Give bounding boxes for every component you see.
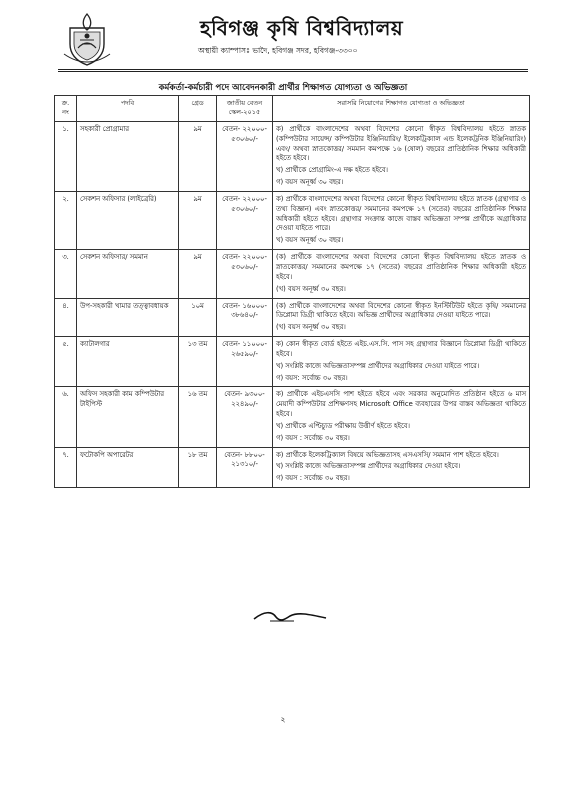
requirement-item: (খ) বয়স অনূর্ধ্ব ৩০ বছর। [276, 284, 346, 293]
row-post: সহকারী প্রোগ্রামার [77, 121, 179, 191]
row-requirements [273, 191, 530, 249]
row-serial: ৪. [55, 298, 77, 337]
row-pay-scale: বেতন- ২২০০০- ৫৩০৬০/- [217, 121, 273, 191]
university-name: হবিগঞ্জ কৃষি বিশ্ববিদ্যালয় [200, 16, 404, 40]
requirement-item: গ) বয়স : সর্বোচ্চ ৩০ বছর। [276, 433, 350, 442]
row-serial: ৫. [55, 337, 77, 387]
row-requirements [273, 121, 530, 191]
requirement-item: (ক) প্রার্থীকে বাংলাদেশের অথবা বিদেশের কোনো স্বীকৃত ইনস্টিটিউট হইতে কৃষি/ সমমানের ডিপ্লোমা ডিগ্রী থাকিতে হইবে। অভিজ্ঞ প্রার্থীদের অগ্রাধিকার দেওয়া যাইতে পারে। [276, 301, 526, 320]
header-qualification: সরাসরি নিয়োগের শিক্ষাগত যোগ্যতা ও অভিজ্ঞতা [273, 96, 530, 122]
row-requirements [273, 337, 530, 387]
requirement-item: গ) বয়স: সর্বোচ্চ ৩০ বছর। [276, 373, 348, 382]
table-row [55, 387, 530, 447]
row-pay-scale: বেতন- ২২০০০- ৫৩০৬০/- [217, 250, 273, 298]
requirement-item: গ) বয়স : সর্বোচ্চ ৩০ বছর। [276, 474, 350, 483]
row-grade: ১৬ তম [179, 387, 217, 447]
row-serial: ১. [55, 121, 77, 191]
row-grade: ৯ম [179, 250, 217, 298]
requirement-item: ক) প্রার্থীকে বাংলাদেশের অথবা বিদেশের কোনো স্বীকৃত বিশ্ববিদ্যালয় হইতে স্নাতক (গ্রন্থাগার ও তথ্য বিজ্ঞান) এবং স্নাতকোত্তর/ সমমানের কমপক্ষে ১৭ (সতের) বছরের প্রাতিষ্ঠানিক শিক্ষার অধিকারী হইতে হইবে। গ্রন্থাগার সংক্রান্ত কাজে বাস্তব অভিজ্ঞতা সম্পন্ন প্রার্থীকে অগ্রাধিকার দেওয়া যাইতে পারে। [276, 194, 526, 233]
header-serial: ক্র. নং [55, 96, 77, 122]
row-grade: ১৮ তম [179, 447, 217, 488]
requirement-item: ক) কোন স্বীকৃত বোর্ড হইতে এইচ.এস.সি. পাস সহ গ্রন্থাগার বিজ্ঞানে ডিপ্লোমা ডিগ্রী থাকিতে হইবে। [276, 340, 526, 358]
document-title: কর্মকর্তা-কর্মচারী পদে আবেদনকারী প্রার্থীর শিক্ষাগত যোগ্যতা ও অভিজ্ঞতা [158, 83, 408, 93]
row-pay-scale: বেতন- ৮৮০০- ২১৩১০/- [217, 447, 273, 488]
table-row [55, 121, 530, 191]
requirement-item: খ) প্রার্থীকে এপ্টিচ্যুড পরীক্ষায় উত্তীর্ণ হইতে হইবে। [276, 421, 410, 430]
requirement-item: ক) প্রার্থীকে এইচএসসি পাশ হইতে হইবে এবং সরকার অনুমোদিত প্রতিষ্ঠান হইতে ৬ মাস মেয়াদী কম্পিউটার প্রশিক্ষণসহ Microsoft Office ব্যবহারের উপর বাস্তব অভিজ্ঞতা থাকিতে হইবে। [276, 390, 526, 419]
row-serial: ৬. [55, 387, 77, 447]
row-pay-scale: বেতন- ২২০০০- ৫৩০৬০/- [217, 191, 273, 249]
university-logo [60, 10, 114, 68]
table-row [55, 447, 530, 488]
row-post: ফটোকপি অপারেটর [77, 447, 179, 488]
table-row [55, 298, 530, 337]
requirement-item: (ক) প্রার্থীকে বাংলাদেশের অথবা বিদেশের কোনো স্বীকৃত বিশ্ববিদ্যালয় হইতে স্নাতক ও স্নাতকোত্তর/ সমমানের কমপক্ষে ১৭ (সতের) বছরের প্রাতিষ্ঠানিক শিক্ষার অধিকারী হইতে হইবে। [276, 253, 526, 281]
row-requirements [273, 298, 530, 337]
row-serial: ৩. [55, 250, 77, 298]
requirement-item: খ) সংশ্লিষ্ট কাজে অভিজ্ঞতাসম্পন্ন প্রার্থীদের অগ্রাধিকার দেওয়া হইবে। [276, 462, 461, 471]
row-requirements [273, 250, 530, 298]
table-row [55, 337, 530, 387]
header-divider-secondary [58, 71, 528, 72]
campus-address: অস্থায়ী ক্যাম্পাসঃ ভাদৈ, হবিগঞ্জ সদর, হবিগঞ্জ-৩৩০০ [198, 46, 358, 55]
page-number: ২ [280, 715, 286, 724]
requirement-item: খ) প্রার্থীকে প্রোগ্রামিং-এ দক্ষ হইতে হইবে। [276, 166, 388, 175]
row-post: সেকশন অফিসার/ সমমান [77, 250, 179, 298]
header-grade: গ্রেড [179, 96, 217, 122]
header-pay-scale: জাতীয় বেতন স্কেল-২০১৫ [217, 96, 273, 122]
row-post: ক্যাটালগার [77, 337, 179, 387]
row-grade: ১৩ তম [179, 337, 217, 387]
row-grade: ৯ম [179, 191, 217, 249]
requirement-item: খ) সংশ্লিষ্ট কাজে অভিজ্ঞতাসম্পন্ন প্রার্থীদের অগ্রাধিকার দেওয়া যাইতে পারে। [276, 361, 480, 370]
requirement-item: ক) প্রার্থীকে ইলেকট্রিক্যাল বিষয়ে অভিজ্ঞতাসহ এসএসসি/ সমমান পাশ হইতে হইবে। [276, 450, 499, 459]
signature-mark [250, 605, 330, 627]
row-pay-scale: বেতন- ১৬০০০- ৩৮৬৪০/- [217, 298, 273, 337]
table-row [55, 250, 530, 298]
header-divider [58, 69, 528, 70]
requirement-item: (খ) বয়স অনূর্ধ্ব ৩০ বছর। [276, 323, 346, 332]
row-pay-scale: বেতন- ৯৩০০- ২২৪৯০/- [217, 387, 273, 447]
row-pay-scale: বেতন- ১১০০০- ২৬৫৯০/- [217, 337, 273, 387]
qualification-table [54, 95, 530, 488]
row-serial: ৭. [55, 447, 77, 488]
requirement-item: খ) বয়স অনূর্ধ্ব ৩০ বছর। [276, 236, 344, 245]
row-grade: ১০ম [179, 298, 217, 337]
requirement-item: গ) বয়স অনূর্ধ্ব ৩০ বছর। [276, 178, 344, 187]
header-post: পদবি [77, 96, 179, 122]
table-header-row [55, 96, 530, 122]
row-post: অফিস সহকারী কাম কম্পিউটার টাইপিস্ট [77, 387, 179, 447]
row-requirements [273, 387, 530, 447]
row-post: উপ-সহকারী খামার তত্ত্বাবধায়ক [77, 298, 179, 337]
row-grade: ৯ম [179, 121, 217, 191]
row-post: সেকশন অফিসার (লাইব্রেরি) [77, 191, 179, 249]
row-serial: ২. [55, 191, 77, 249]
row-requirements [273, 447, 530, 488]
table-row [55, 191, 530, 249]
requirement-item: ক) প্রার্থীকে বাংলাদেশের অথবা বিদেশের কোনো স্বীকৃত বিশ্ববিদ্যালয় হইতে স্নাতক (কম্পিউটার সায়েন্স/ কম্পিউটার ইঞ্জিনিয়ারিং/ ইলেকট্রিক্যাল এন্ড ইলেকট্রনিক ইঞ্জিনিয়ারিং) এবং/ অথবা স্নাতকোত্তর/ সমমান কমপক্ষে ১৬ (ষোল) বছরের প্রাতিষ্ঠানিক শিক্ষার অধিকারী হইতে হইবে। [276, 124, 526, 163]
